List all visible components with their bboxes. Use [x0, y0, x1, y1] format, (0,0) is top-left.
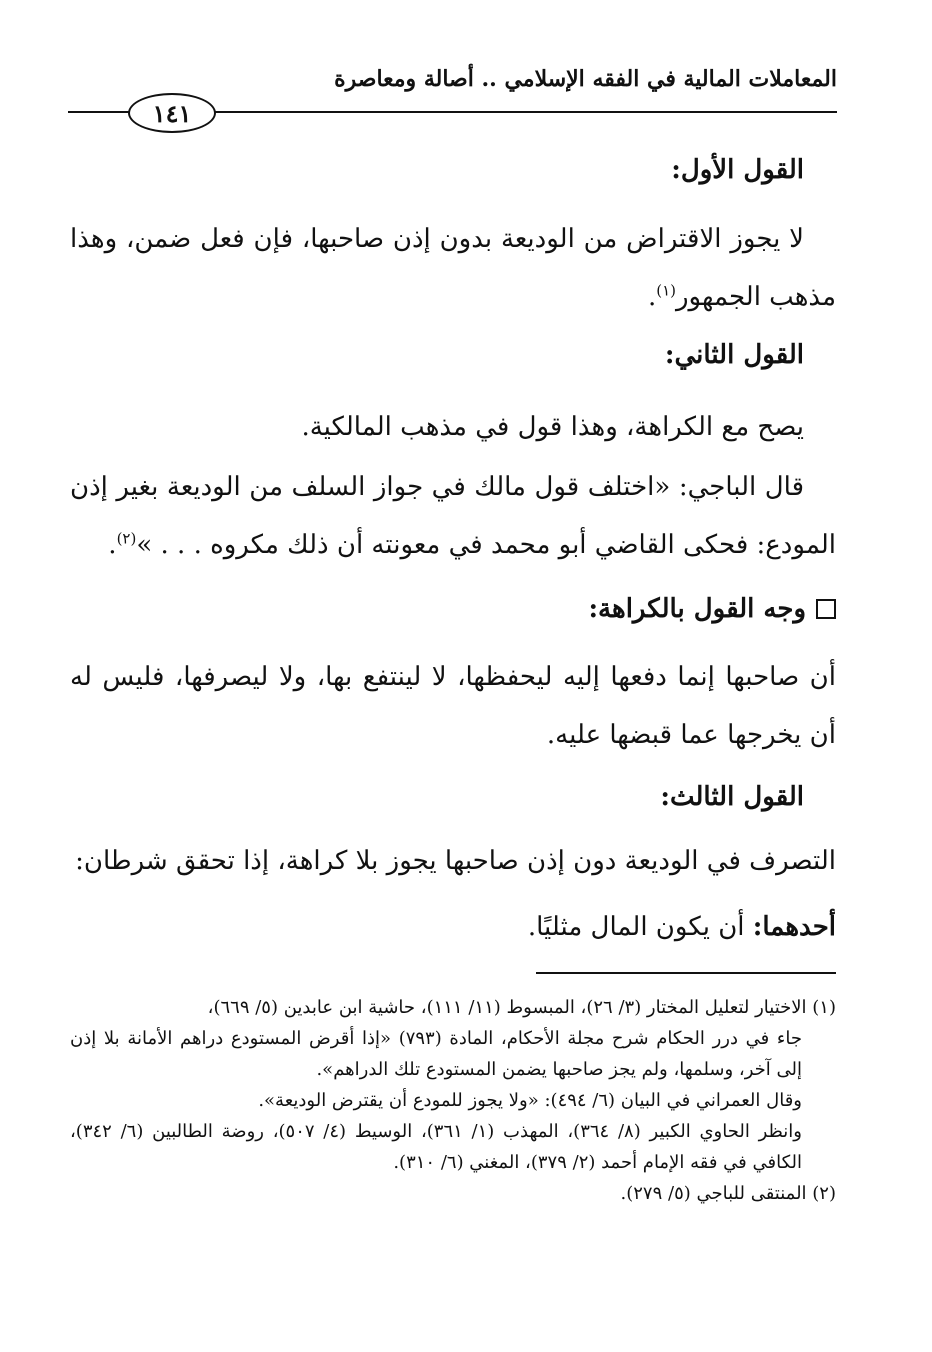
- footnote-1-line: (١) الاختيار لتعليل المختار (٣/ ٢٦)، المبسوط (١١/ ١١١)، حاشية ابن عابدين (٥/ ٦٦٩)،: [207, 997, 836, 1018]
- third-opinion-text: التصرف في الوديعة دون إذن صاحبها يجوز بلا كراهة، إذا تحقق شرطان:: [75, 846, 836, 876]
- baji-quote-paragraph: قال الباجي: «اختلف قول مالك في جواز السلف من الوديعة بغير إذن المودع: فحكى القاضي أبو محمد في معونته أن ذلك مكروه . . . »$^{(٢)}$.: [70, 472, 836, 560]
- second-opinion-text: يصح مع الكراهة، وهذا قول في مذهب المالكية.: [301, 412, 804, 442]
- footnote-1-imrani: وقال العمراني في البيان (٦/ ٤٩٤): «ولا يجوز للمودع أن يقترض الوديعة».: [258, 1090, 802, 1111]
- footnote-1-see-also: وانظر الحاوي الكبير (٨/ ٣٦٤)، المهذب (١/ ٣٦١)، الوسيط (٤/ ٥٠٧)، روضة الطالبين (٦/ ٣٤٢)، الكافي في فقه الإمام أحمد (٢/ ٣٧٩)، المغني (٦/ ٣١٠).: [70, 1121, 802, 1173]
- footnote-ref-2: (٢): [116, 529, 137, 548]
- third-opinion-paragraph: [70, 832, 836, 890]
- reason-paragraph: [70, 648, 836, 764]
- baji-quote-text: قال الباجي: «اختلف قول مالك في جواز السلف من الوديعة بغير إذن المودع: فحكى القاضي أبو محمد في معونته أن ذلك مكروه . . . »: [70, 472, 836, 560]
- footnotes: [70, 992, 836, 1209]
- reason-heading: [588, 594, 836, 624]
- second-opinion-heading: القول الثاني:: [664, 340, 804, 370]
- running-title: المعاملات المالية في الفقه الإسلامي .. أصالة ومعاصرة: [334, 66, 837, 92]
- footnote-1-continuation: جاء في درر الحكام شرح مجلة الأحكام، المادة (٧٩٣) «إذا أقرض المستودع دراهم الأمانة بلا إذن إلى آخر، وسلمها، ولم يجز صاحبها يضمن المستودع تلك الدراهم».: [70, 1028, 802, 1080]
- footnote-2: (٢) المنتقى للباجي (٥/ ٢٧٩).: [620, 1183, 836, 1204]
- page-number: ١٤١: [128, 93, 216, 133]
- reason-heading-text: وجه القول بالكراهة:: [588, 594, 806, 624]
- second-opinion-paragraph: [70, 398, 836, 456]
- condition-one-label: أحدهما:: [752, 912, 836, 942]
- first-opinion-text: لا يجوز الاقتراض من الوديعة بدون إذن صاحبها، فإن فعل ضمن، وهذا مذهب الجمهور: [70, 224, 836, 312]
- third-opinion-heading: القول الثالث:: [660, 782, 804, 812]
- checkbox-square-icon: [816, 599, 836, 619]
- reason-text: أن صاحبها إنما دفعها إليه ليحفظها، لا لينتفع بها، ولا ليصرفها، فليس له أن يخرجها عما قبضها عليه.: [70, 662, 836, 750]
- condition-one-paragraph: [70, 898, 836, 956]
- footnote-ref-1: (١): [656, 281, 676, 300]
- footnote-separator: [536, 972, 836, 974]
- first-opinion-paragraph: لا يجوز الاقتراض من الوديعة بدون إذن صاحبها، فإن فعل ضمن، وهذا مذهب الجمهور$^{(١)}$.: [70, 224, 836, 312]
- condition-one-text: أن يكون المال مثليًا.: [527, 912, 745, 942]
- first-opinion-heading: القول الأول:: [671, 155, 804, 185]
